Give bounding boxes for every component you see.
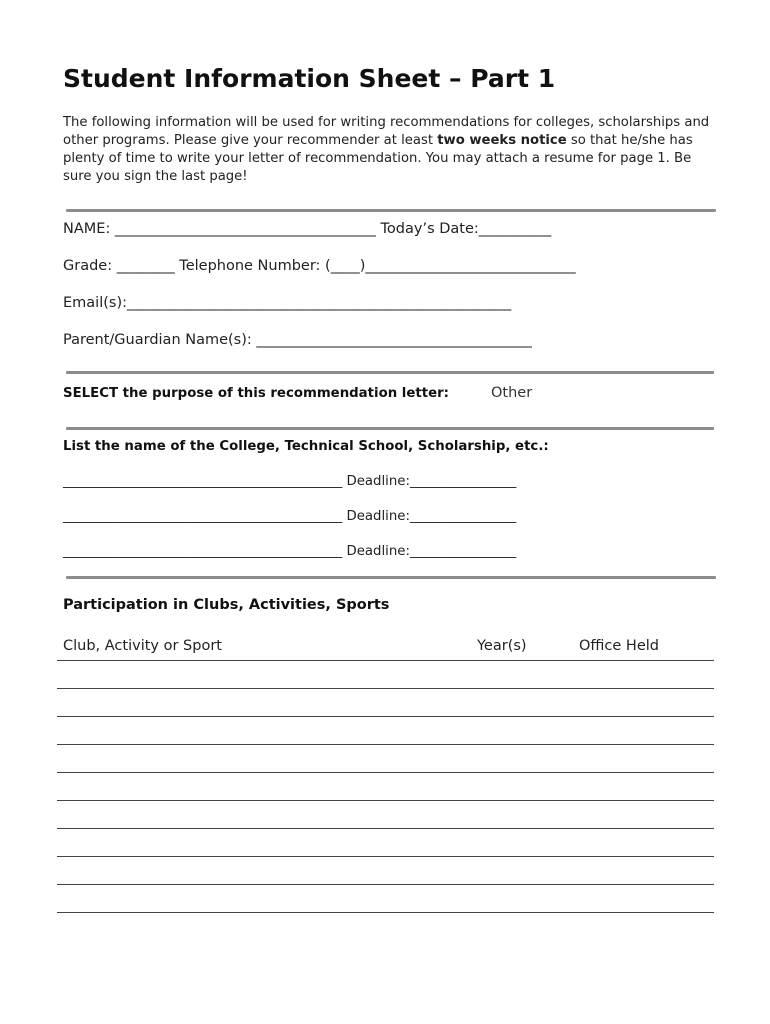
- table-row-line[interactable]: [57, 856, 714, 857]
- table-row-line[interactable]: [57, 688, 714, 689]
- grade-telephone-field[interactable]: Grade: ________ Telephone Number: (____)_____________________________: [63, 258, 576, 274]
- intro-text-1: The following information will be used for writing recommendations for colleges, scholarships and other programs. Please give your recommender at least: [63, 115, 710, 148]
- school-deadline-row[interactable]: __________________________________________ Deadline:________________: [63, 474, 517, 489]
- table-row-line[interactable]: [57, 716, 714, 717]
- section-divider: [66, 576, 716, 579]
- column-activity: Club, Activity or Sport: [63, 638, 222, 654]
- purpose-label: SELECT the purpose of this recommendation letter:: [63, 386, 449, 401]
- table-row-line[interactable]: [57, 744, 714, 745]
- section-divider: [66, 371, 714, 374]
- column-office-held: Office Held: [579, 638, 659, 654]
- table-row-line[interactable]: [57, 912, 714, 913]
- name-field[interactable]: NAME: ____________________________________ Today’s Date:__________: [63, 221, 552, 237]
- school-deadline-row[interactable]: __________________________________________ Deadline:________________: [63, 544, 517, 559]
- section-divider: [66, 427, 714, 430]
- email-field[interactable]: Email(s):_____________________________________________________: [63, 295, 512, 311]
- intro-paragraph: [63, 114, 713, 186]
- table-row-line[interactable]: [57, 884, 714, 885]
- parent-guardian-field[interactable]: Parent/Guardian Name(s): ______________________________________: [63, 332, 532, 348]
- table-row-line[interactable]: [57, 772, 714, 773]
- section-divider: [66, 209, 716, 212]
- table-header-rule: [57, 660, 714, 661]
- table-row-line[interactable]: [57, 800, 714, 801]
- school-deadline-row[interactable]: __________________________________________ Deadline:________________: [63, 509, 517, 524]
- intro-text-2: so that he/she has plenty of time to write your letter of recommendation. You may attach a resume for page 1. Be sure you sign the last page!: [63, 133, 693, 184]
- purpose-select[interactable]: Other: [491, 385, 533, 401]
- intro-bold-text: two weeks notice: [437, 133, 567, 148]
- page-title: Student Information Sheet – Part 1: [63, 64, 556, 93]
- column-years: Year(s): [477, 638, 527, 654]
- table-row-line[interactable]: [57, 828, 714, 829]
- schools-heading: List the name of the College, Technical School, Scholarship, etc.:: [63, 439, 549, 454]
- participation-heading: Participation in Clubs, Activities, Sports: [63, 597, 390, 613]
